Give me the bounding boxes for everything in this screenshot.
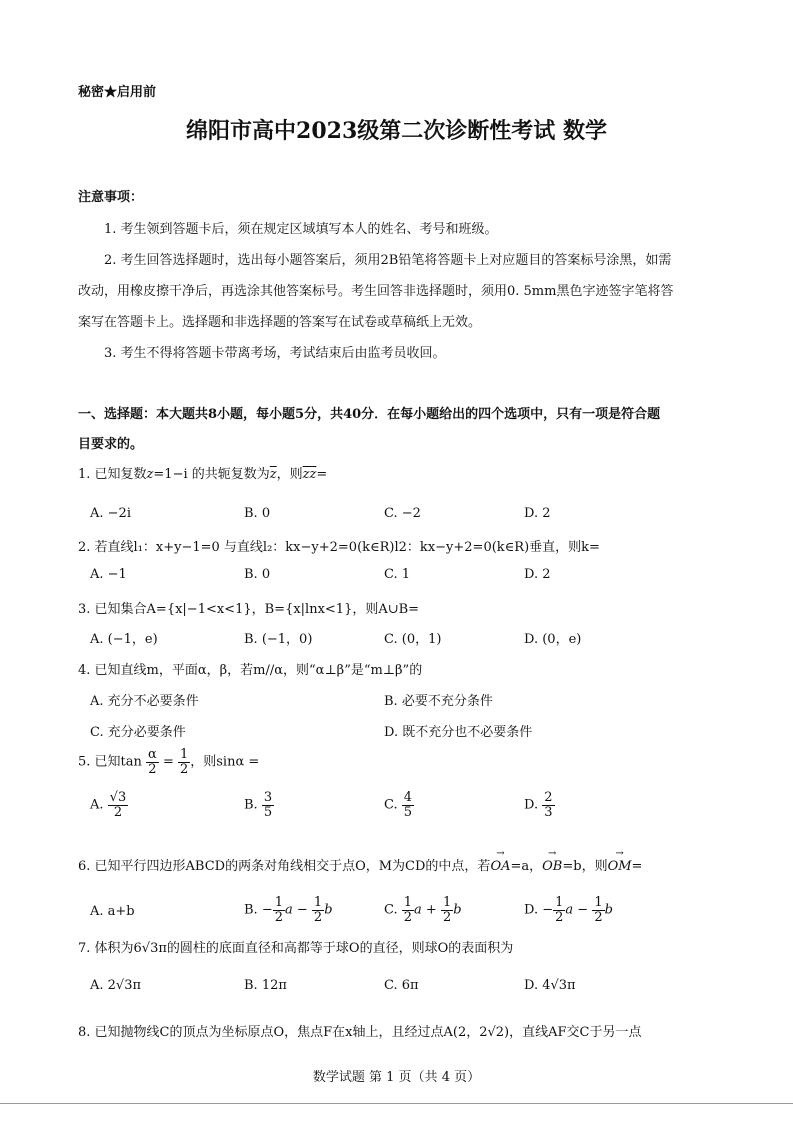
q1-expr: $\overline{zz}$ bbox=[302, 467, 317, 482]
q6-b-num1: 1 bbox=[274, 895, 283, 910]
q6-b-end: b bbox=[324, 902, 333, 918]
question-4: 4. 已知直线m，平面α，β，若m//α，则“α⊥β”是“m⊥β”的 bbox=[78, 663, 423, 678]
q2-option-a: A. −1 bbox=[90, 567, 127, 582]
q1-zbar: $\overline{z}$ bbox=[269, 467, 277, 482]
q1-option-d: D. 2 bbox=[524, 506, 551, 521]
q5-c-num: 4 bbox=[403, 790, 413, 805]
q5-option-d bbox=[524, 791, 555, 819]
q6-d-den2: 2 bbox=[594, 909, 603, 925]
q6-option-d bbox=[524, 896, 613, 924]
q5-eq: = bbox=[158, 754, 178, 770]
q1-option-c: C. −2 bbox=[384, 506, 421, 521]
question-3: 3. 已知集合A={x|−1<x<1}，B={x|lnx<1}，则A∪B= bbox=[78, 602, 420, 617]
q5-pre: 5. 已知tan bbox=[78, 754, 142, 770]
q5-b-fraction bbox=[262, 791, 274, 819]
q7-option-b: B. 12π bbox=[244, 978, 287, 993]
q6-d-end: b bbox=[604, 902, 613, 918]
q5-fraction-half-alpha bbox=[146, 748, 159, 776]
q5-a-num: √3 bbox=[109, 790, 127, 805]
q6-b-num2: 1 bbox=[313, 895, 323, 910]
q5-a-label: A. bbox=[90, 797, 104, 813]
q5-den2: 2 bbox=[179, 761, 189, 777]
q6-c-num2: 1 bbox=[442, 895, 452, 910]
question-6 bbox=[78, 855, 642, 874]
q5-d-label: D. bbox=[524, 797, 539, 813]
q6-d-den1: 2 bbox=[555, 909, 564, 925]
q3-option-c: C. (0，1) bbox=[384, 632, 442, 647]
q6-b-den2: 2 bbox=[313, 909, 323, 925]
q6-om-eq: = bbox=[631, 859, 643, 874]
q6-c-end: b bbox=[453, 902, 462, 918]
q5-d-fraction bbox=[542, 791, 554, 819]
q6-c-label: C. bbox=[384, 902, 402, 918]
q6-vector-oa: → OA bbox=[490, 859, 510, 874]
q5-fraction-half bbox=[178, 748, 190, 776]
q5-num2: 1 bbox=[179, 747, 189, 762]
q5-c-fraction bbox=[402, 791, 414, 819]
q6-d-label: D. − bbox=[524, 902, 554, 918]
section-heading-line-2: 目要求的。 bbox=[78, 437, 144, 452]
q3-option-d: D. (0，e) bbox=[524, 632, 582, 647]
q7-option-c: C. 6π bbox=[384, 978, 419, 993]
q2-option-c: C. 1 bbox=[384, 567, 411, 582]
q6-d-frac1 bbox=[553, 896, 565, 924]
notice-item-3: 3. 考生不得将答题卡带离考场，考试结束后由监考员收回。 bbox=[104, 346, 446, 361]
notice-item-2-line-3: 案写在答题卡上。选择题和非选择题的答案写在试卷或草稿纸上无效。 bbox=[78, 315, 482, 330]
q5-b-num: 3 bbox=[263, 790, 273, 805]
q5-b-label: B. bbox=[244, 797, 258, 813]
q5-d-den: 3 bbox=[544, 804, 553, 820]
q5-num1: α bbox=[148, 747, 157, 762]
q4-option-a: A. 充分不必要条件 bbox=[90, 694, 199, 709]
footer-rule bbox=[0, 1103, 793, 1104]
notice-heading: 注意事项： bbox=[78, 190, 144, 205]
notice-item-2-line-2: 改动，用橡皮擦干净后，再选涂其他答案标号。考生回答非选择题时，须用0. 5mm黑色字迹签字笔将答 bbox=[78, 284, 674, 299]
q7-option-a: A. 2√3π bbox=[90, 978, 142, 993]
notice-item-1: 1. 考生领到答题卡后，须在规定区域填写本人的姓名、考号和班级。 bbox=[104, 222, 498, 237]
q6-ob-eq: =b，则 bbox=[562, 859, 608, 874]
q2-option-b: B. 0 bbox=[244, 567, 271, 582]
q6-b-mid: a − bbox=[285, 902, 312, 918]
q6-option-c bbox=[384, 896, 462, 924]
question-1 bbox=[78, 463, 327, 482]
notice-item-2-line-1: 2. 考生回答选择题时，选出每小题答案后，须用2B铅笔将答题卡上对应题目的答案标号涂黑，如需 bbox=[104, 253, 672, 268]
q6-c-frac1 bbox=[402, 896, 414, 924]
q3-option-a: A. (−1，e) bbox=[90, 632, 158, 647]
q5-c-den: 5 bbox=[403, 804, 413, 820]
q3-option-b: B. (−1，0) bbox=[244, 632, 313, 647]
q6-vector-ob: → OB bbox=[542, 859, 562, 874]
q2-option-d: D. 2 bbox=[524, 567, 551, 582]
q1-eq: = bbox=[316, 467, 328, 482]
q6-b-frac1 bbox=[273, 896, 285, 924]
q5-option-a bbox=[90, 791, 128, 819]
q6-c-mid: a + bbox=[414, 902, 441, 918]
q5-c-label: C. bbox=[384, 797, 398, 813]
question-7: 7. 体积为6√3π的圆柱的底面直径和高都等于球O的直径，则球O的表面积为 bbox=[78, 941, 514, 956]
q5-d-num: 2 bbox=[544, 790, 553, 805]
q4-option-c: C. 充分必要条件 bbox=[90, 725, 186, 740]
q6-b-frac2 bbox=[312, 896, 324, 924]
q5-b-den: 5 bbox=[263, 804, 273, 820]
q6-c-frac2 bbox=[441, 896, 453, 924]
q1-z: z bbox=[146, 467, 154, 482]
q6-b-den1: 2 bbox=[274, 909, 283, 925]
q6-d-num2: 1 bbox=[594, 895, 603, 910]
q6-c-den1: 2 bbox=[403, 909, 413, 925]
question-2: 2. 若直线l₁：x+y−1=0 与直线l₂：kx−y+2=0(k∈R)l2：kx−y+2=0(k∈R)垂直，则k= bbox=[78, 540, 600, 555]
q5-den1: 2 bbox=[148, 761, 157, 777]
q6-pre: 6. 已知平行四边形ABCD的两条对角线相交于点O，M为CD的中点，若 bbox=[78, 859, 491, 874]
q4-option-b: B. 必要不充分条件 bbox=[384, 694, 493, 709]
question-5 bbox=[78, 748, 259, 776]
q6-b-label: B. − bbox=[244, 902, 273, 918]
section-heading-line-1: 一、选择题：本大题共8小题，每小题5分，共40分．在每小题给出的四个选项中，只有一项是符合题 bbox=[78, 407, 661, 422]
q6-d-num1: 1 bbox=[555, 895, 564, 910]
q6-option-a: A. a+b bbox=[90, 904, 135, 919]
q1-def: =1−i 的共轭复数为 bbox=[153, 467, 270, 482]
q5-a-fraction bbox=[108, 791, 129, 819]
q6-option-b bbox=[244, 896, 333, 924]
q6-d-frac2 bbox=[592, 896, 604, 924]
q6-vector-om: → OM bbox=[608, 859, 632, 874]
q5-option-b bbox=[244, 791, 274, 819]
q5-post: ，则sinα = bbox=[190, 754, 260, 770]
q6-c-num1: 1 bbox=[403, 895, 413, 910]
q5-a-den: 2 bbox=[113, 804, 123, 820]
page-title: 绵阳市高中2023级第二次诊断性考试 数学 bbox=[186, 118, 607, 144]
q1-option-a: A. −2i bbox=[90, 506, 131, 521]
secret-label: 秘密★启用前 bbox=[78, 85, 157, 100]
q1-then: ，则 bbox=[276, 467, 303, 482]
q1-option-b: B. 0 bbox=[244, 506, 271, 521]
q6-c-den2: 2 bbox=[442, 909, 452, 925]
q6-d-mid: a − bbox=[565, 902, 593, 918]
q5-option-c bbox=[384, 791, 414, 819]
q7-option-d: D. 4√3π bbox=[524, 978, 576, 993]
page-footer: 数学试题 第 1 页（共 4 页） bbox=[312, 1070, 481, 1085]
q1-pre: 1. 已知复数 bbox=[78, 467, 147, 482]
question-8: 8. 已知抛物线C的顶点为坐标原点O，焦点F在x轴上，且经过点A(2，2√2)，直线AF交C于另一点 bbox=[78, 1025, 642, 1040]
q6-oa-eq: =a， bbox=[510, 859, 543, 874]
q4-option-d: D. 既不充分也不必要条件 bbox=[384, 725, 533, 740]
